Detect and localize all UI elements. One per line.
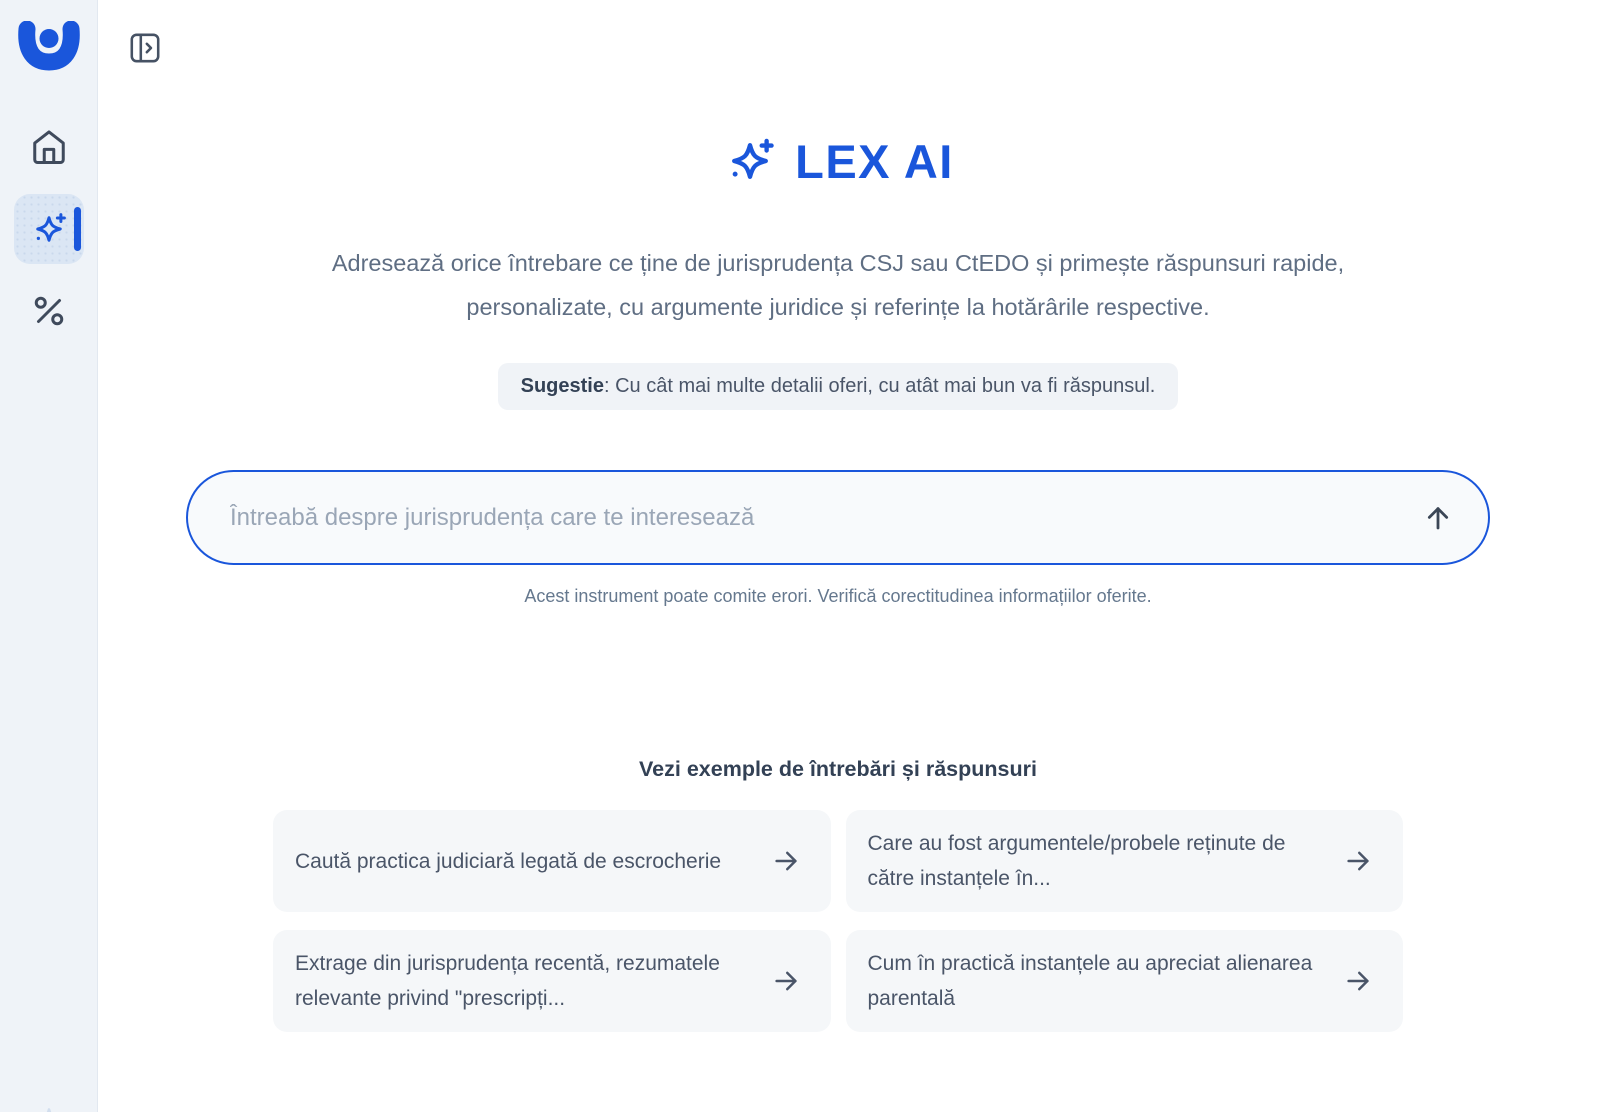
page-title — [186, 133, 1490, 189]
content-area — [98, 133, 1606, 1032]
arrow-right-icon — [1343, 846, 1373, 876]
example-card-text: Extrage din jurisprudența recentă, rezumatele relevante privind "prescripți... — [295, 952, 720, 1010]
percent-icon — [31, 293, 67, 329]
sparkles-icon — [722, 133, 778, 189]
intro-text: Adresează orice întrebare ce ține de jurisprudența CSJ sau CtEDO și primește răspunsuri rapide, personalizate, cu argumente juridice și referințe la hotărârile respective. — [331, 250, 1345, 320]
sidebar-item-assistant[interactable] — [14, 194, 84, 264]
disclaimer-text: Acest instrument poate comite erori. Verifică corectitudinea informațiilor oferite. — [524, 586, 1152, 606]
home-icon — [30, 128, 68, 166]
main-panel — [98, 0, 1606, 1112]
panel-expand-icon — [127, 30, 163, 66]
example-card-alienare-parentala[interactable] — [846, 930, 1404, 1032]
example-cards-grid — [273, 810, 1403, 1032]
example-card-argumente-probe[interactable] — [846, 810, 1404, 912]
sidebar-bottom-sparkle-icon — [32, 1102, 66, 1112]
example-card-text: Caută practica judiciară legată de escrocherie — [295, 849, 722, 873]
question-input[interactable] — [186, 470, 1490, 565]
brand-logo-icon — [18, 21, 80, 71]
sidebar-item-home[interactable] — [14, 112, 84, 182]
example-card-prescriptie[interactable] — [273, 930, 831, 1032]
active-indicator-bar — [74, 207, 81, 251]
brand-logo[interactable] — [18, 20, 80, 72]
arrow-right-icon — [1343, 966, 1373, 996]
example-card-text: Care au fost argumentele/probele reținute de către instanțele în... — [867, 832, 1286, 890]
submit-question-button[interactable] — [1418, 498, 1458, 538]
tip-label: Sugestie — [520, 375, 604, 397]
sidebar-item-discounts[interactable] — [14, 276, 84, 346]
example-card-text: Cum în practică instanțele au apreciat alienarea parentală — [867, 952, 1313, 1010]
example-card-escrocherie[interactable] — [273, 810, 831, 912]
tip-text: : Cu cât mai multe detalii oferi, cu atât mai bun va fi răspunsul. — [603, 375, 1156, 397]
sidebar-nav — [14, 112, 84, 346]
examples-heading: Vezi exemple de întrebări și răspunsuri — [639, 757, 1037, 781]
tip-row — [186, 363, 1490, 410]
sidebar — [0, 0, 98, 1112]
sparkles-icon — [29, 209, 69, 249]
arrow-right-icon — [771, 966, 801, 996]
page-title-text: LEX AI — [795, 134, 954, 188]
arrow-up-icon — [1422, 502, 1454, 534]
arrow-right-icon — [771, 846, 801, 876]
ask-box — [186, 470, 1490, 565]
toggle-sidebar-button[interactable] — [127, 30, 163, 66]
tip-chip — [498, 363, 1179, 410]
